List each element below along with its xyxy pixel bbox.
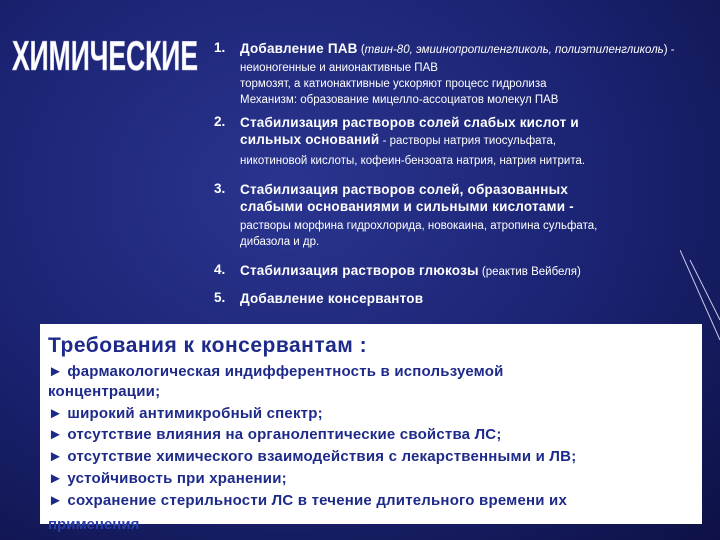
item-text: никотиновой кислоты, кофеин-бензоата натрия, натрия нитрита.	[240, 155, 586, 167]
item-text: (реактив Вейбеля)	[478, 266, 581, 278]
item-text: дибазола и др.	[240, 236, 320, 248]
item-heading: Стабилизация растворов солей слабых кислот и	[240, 115, 579, 130]
item-number: 4.	[214, 262, 226, 277]
title-word	[12, 30, 202, 76]
requirement-line: концентрации;	[48, 383, 161, 400]
item-heading: Стабилизация растворов солей, образованных	[240, 182, 569, 197]
item-text: - неионогенные и анионактивные ПАВ	[240, 44, 675, 74]
requirement-line: ► устойчивость при хранении;	[48, 470, 287, 487]
list-item: 1. Добавление ПАВ (твин-80, эмиинопропиленгликоль, полиэтиленгликоль) - неионогенные и анионактивные ПАВ тормозят, а катионактивные ускоряют процесс гидролиза Механизм: образование мицелло-ассоциатов молекул ПАВ	[214, 40, 694, 108]
list-item	[214, 290, 694, 307]
method-list	[214, 40, 694, 307]
requirement-line: ► фармакологическая индифферентность в используемой	[48, 363, 504, 380]
requirement-line: ► отсутствие химического взаимодействия с лекарственными и ЛВ;	[48, 448, 577, 465]
item-heading: сильных оснований	[240, 132, 380, 147]
requirement-line: ► сохранение стерильности ЛС в течение длительного времени их	[48, 492, 568, 509]
item-italic-note: твин-80, эмиинопропиленгликоль, полиэтиленгликоль	[364, 44, 664, 56]
item-text: тормозят, а катионактивные ускоряют процесс гидролиза	[240, 78, 547, 90]
list-item	[214, 181, 694, 250]
list-item	[214, 262, 694, 280]
item-number: 2.	[214, 114, 226, 129]
item-heading: Добавление консервантов	[240, 291, 424, 306]
page-title: ХИМИЧЕСКИЕ	[12, 32, 198, 76]
requirements-panel	[40, 324, 702, 524]
item-number: 3.	[214, 181, 226, 196]
item-text: Механизм: образование мицелло-ассоциатов молекул ПАВ	[240, 94, 559, 106]
item-text: растворы морфина гидрохлорида, новокаина, атропина сульфата,	[240, 220, 598, 232]
item-heading: слабыми основаниями и сильными кислотами -	[240, 199, 574, 214]
overflow-text: применения	[48, 516, 140, 533]
requirement-line: ► отсутствие влияния на органолептические свойства ЛС;	[48, 426, 502, 443]
item-number: 5.	[214, 290, 226, 305]
list-item	[214, 114, 694, 169]
panel-title: Требования к консервантам :	[48, 334, 368, 357]
item-heading: Добавление ПАВ	[240, 41, 358, 56]
item-heading: Стабилизация растворов глюкозы	[240, 263, 479, 278]
item-number: 1.	[214, 40, 226, 55]
item-text: - растворы натрия тиосульфата,	[379, 135, 557, 147]
requirement-line: ► широкий антимикробный спектр;	[48, 405, 323, 422]
